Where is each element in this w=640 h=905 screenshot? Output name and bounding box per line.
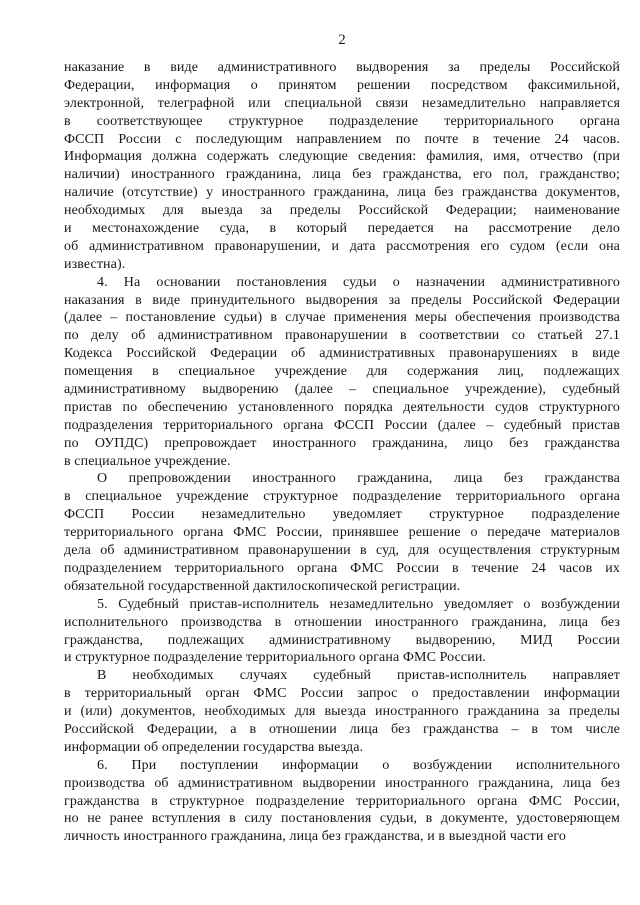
text-line: но не ранее вступления в силу постановления судьи, в документе, удостоверяющем [64,811,620,827]
text-line: наличие (отсутствие) у иностранного гражданина, лица без гражданства документов, [64,185,620,201]
paragraph [64,757,620,846]
text-line: и структурное подразделение территориального органа ФМС России. [64,650,487,666]
text-line: в специальное учреждение. [64,453,231,469]
text-line: по ОУПДС) препровождает иностранного гражданина, лицо без гражданства [64,435,620,451]
text-line: дела об административном правонарушении в суд, для осуществления структурным [64,543,620,559]
paragraph [64,470,620,595]
text-line: Федерации, информация о принятом решении посредством факсимильной, [64,77,620,93]
text-line: необходимых для выезда за пределы Российской Федерации; наименование [64,203,620,219]
text-line: производства об административном выдворении иностранного гражданина, лица без [64,775,620,791]
text-line: обязательной государственной дактилоскопической регистрации. [64,578,461,594]
paragraph [64,59,620,274]
text-line: подразделения территориального органа ФССП России (далее – судебный пристав [64,417,620,433]
text-line: гражданства, подлежащих административному выдворению, МИД России [64,632,620,648]
text-line: подразделением территориального органа ФМС России в течение 24 часов их [64,560,620,576]
text-line: территориального органа ФМС России, принявшее решение о передаче материалов [64,525,620,541]
text-line: наказание в виде административного выдворения за пределы Российской [64,60,620,75]
text-line: гражданства в структурное подразделение территориального органа ФМС России, [64,793,620,809]
text-line: наказания в виде принудительного выдворения за пределы Российской Федерации [64,292,620,308]
text-line: административному выдворению (далее – специальное учреждение), судебный [64,382,620,398]
text-line: 5. Судебный пристав-исполнитель незамедлительно уведомляет о возбуждении [97,596,620,612]
text-line: личность иностранного гражданина, лица без гражданства, и в выездной части его [64,829,567,845]
text-line: по делу об административном правонарушении в соответствии со статьей 27.1 [64,328,620,344]
text-block [64,59,620,846]
text-line: 6. При поступлении информации о возбуждении исполнительного [97,757,620,773]
text-line: ФССП России с последующим направлением по почте в течение 24 часов. [64,131,620,147]
text-line: Российской Федерации, а в отношении лица без гражданства – в том числе [64,721,620,737]
text-line: в специальное учреждение структурное подразделение территориального органа [64,489,620,505]
text-line: в соответствующее структурное подразделение территориального органа [64,113,620,129]
paragraph [64,596,620,668]
text-line: (далее – постановление судьи) в случае применения меры обеспечения производства [64,310,620,326]
text-line: В необходимых случаях судебный пристав-исполнитель направляет [97,668,620,684]
paragraph [64,667,620,756]
page-number: 2 [338,32,346,48]
text-line: Информация должна содержать следующие сведения: фамилия, имя, отчество (при [64,149,620,165]
text-line: и (или) документов, необходимых для выезда иностранного гражданина за пределы [64,704,620,720]
text-line: в территориальный орган ФМС России запрос о предоставлении информации [64,686,620,702]
text-line: помещения в специальное учреждение для содержания лиц, подлежащих [64,364,620,380]
text-line: исполнительного производства в отношении иностранного гражданина, лица без [64,614,620,630]
text-line: пристав по обеспечению установленного порядка деятельности судов структурного [64,399,620,415]
text-line: наличии) иностранного гражданина, лица без гражданства, его пол, гражданство; [64,167,620,183]
text-line: известна). [64,256,126,272]
text-line: О препровождении иностранного гражданина, лица без гражданства [97,471,620,487]
text-line: 4. На основании постановления судьи о назначении административного [97,274,620,290]
text-line: ФССП России незамедлительно уведомляет структурное подразделение [64,507,620,523]
text-line: Кодекса Российской Федерации об административных правонарушениях в виде [64,346,620,362]
text-line: и местонахождение суда, в который передается на рассмотрение дело [64,221,620,237]
text-line: электронной, телеграфной или специальной связи незамедлительно направляется [64,95,620,111]
text-line: об административном правонарушении, и дата рассмотрения его судом (если она [64,238,620,254]
text-line: информации об определении государства выезда. [64,739,364,755]
paragraph [64,274,620,471]
